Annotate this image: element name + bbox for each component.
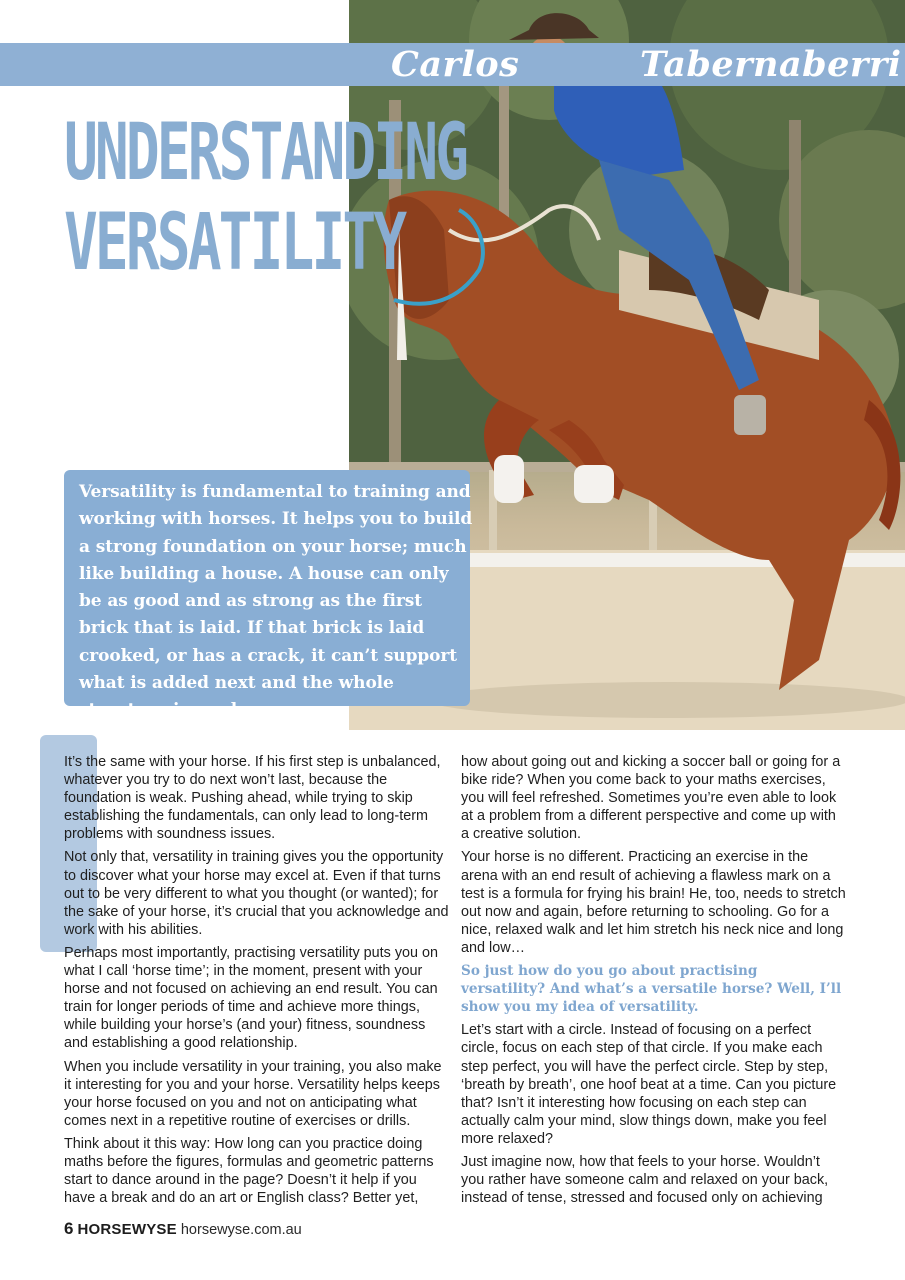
- article-headline: [64, 108, 466, 288]
- body-paragraph: Think about it this way: How long can you practice doing maths before the figures, formulas and geometric patterns start to dance around in the page? Doesn’t it help if you have a break and do an art or English class? Better yet,: [64, 1135, 434, 1207]
- page-footer: [64, 1219, 302, 1239]
- headline-line-1: UNDERSTANDING: [64, 108, 467, 198]
- pull-quote-text: Versatility is fundamental to training and working with horses. It helps you to build a strong foundation on your horse; much like building a house. A house can only be as good and as strong as the first brick that is laid. If that brick is laid crooked, or has a crack, it can’t support what is added next and the whole structure is weak.: [79, 482, 473, 721]
- pull-quote-box: [64, 470, 473, 721]
- body-paragraph: Not only that, versatility in training gives you the opportunity to discover what your horse may excel at. Even if that turns out to be very different to what you thought (or wanted); for the sake of your horse, it’s crucial that you acknowledge and work with his abilities.: [64, 849, 449, 938]
- magazine-name: HORSEWYSE: [77, 1221, 177, 1238]
- body-column-left: [64, 753, 449, 1212]
- body-paragraph: Your horse is no different. Practicing an exercise in the arena with an end result of achieving a flawless mark on a test is a formula for frying his brain! He, too, needs to stretch out now and again, before returning to schooling. Go for a nice, relaxed walk and let him stretch his neck nice and long and low…: [461, 849, 846, 956]
- lead-in-question: So just how do you go about practising versatility? And what’s a versatile horse? Well, I’ll show you my idea of versatility.: [461, 963, 842, 1016]
- author-last-name: Tabernaberri: [640, 44, 902, 85]
- body-paragraph: how about going out and kicking a soccer ball or going for a bike ride? When you come back to your maths exercises, you will feel refreshed. Sometimes you’re even able to look at a problem from a different perspective and come up with a creative solution.: [461, 754, 841, 843]
- body-paragraph: Just imagine now, how that feels to your horse. Wouldn’t you rather have someone calm and relaxed on your back, instead of tense, stressed and focused only on achieving: [461, 1153, 829, 1207]
- body-paragraph: Perhaps most importantly, practising versatility puts you on what I call ‘horse time’; in the moment, present with your horse and not focused on achieving an end result. You can train for longer periods of time and achieve more things, while building your horse’s (and your) fitness, soundness and establishing a good relationship.: [64, 944, 439, 1052]
- author-first-name: Carlos: [391, 44, 520, 85]
- body-paragraph: When you include versatility in your training, you also make it interesting for you and your horse. Versatility helps keeps your horse focused on you and not on anticipating what comes next in a repetitive routine of exercises or drills.: [64, 1058, 442, 1129]
- body-paragraph: Let’s start with a circle. Instead of focusing on a perfect circle, focus on each step of that circle. If you make each step perfect, you will have the perfect circle. Step by step, ‘breath by breath’, one hoof beat at a time. Can you picture that? Isn’t it interesting how focusing on each step can actually calm your mind, slow things down, make you feel more relaxed?: [461, 1022, 837, 1147]
- magazine-url: horsewyse.com.au: [180, 1222, 302, 1238]
- page-number: 6: [64, 1219, 74, 1238]
- body-column-right: [461, 753, 846, 1212]
- headline-line-2: VERSATILITY: [64, 198, 405, 288]
- body-paragraph: It’s the same with your horse. If his first step is unbalanced, whatever you try to do next won’t last, because the foundation is weak. Pushing ahead, while trying to skip establishing the fundamentals, can only lead to long-term problems with soundness issues.: [64, 754, 441, 843]
